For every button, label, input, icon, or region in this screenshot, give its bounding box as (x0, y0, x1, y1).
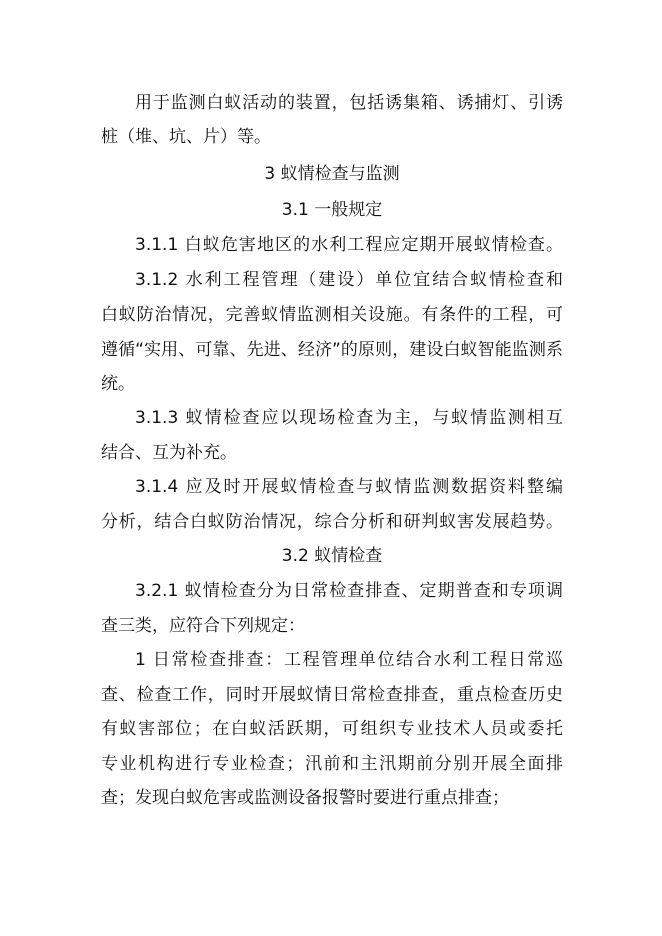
clause-3-2-1: 3.2.1 蚁情检查分为日常检查排查、定期普查和专项调 (135, 581, 563, 601)
paragraph-line: 查、检查工作，同时开展蚁情日常检查排查，重点检查历史 (101, 685, 563, 705)
paragraph-line: 桩（堆、坑、片）等。 (101, 127, 271, 147)
paragraph-line: 分析，结合白蚁防治情况，综合分析和研判蚁害发展趋势。 (101, 512, 563, 532)
subsection-heading: 3.1 一般规定 (281, 200, 383, 220)
paragraph-line: 专业机构进行专业检查；汛前和主汛期前分别开展全面排 (101, 754, 563, 774)
paragraph-line: 遵循“实用、可靠、先进、经济”的原则，建设白蚁智能监测系 (101, 340, 563, 360)
paragraph-line: 白蚁防治情况，完善蚁情监测相关设施。有条件的工程，可 (101, 305, 563, 325)
paragraph-line: 统。 (101, 374, 135, 394)
paragraph-line: 结合、互为补充。 (101, 443, 237, 463)
paragraph-line: 有蚁害部位；在白蚁活跃期，可组织专业技术人员或委托 (101, 719, 563, 739)
list-item-1: 1 日常检查排查：工程管理单位结合水利工程日常巡 (135, 650, 563, 670)
paragraph-line: 用于监测白蚁活动的装置，包括诱集箱、诱捕灯、引诱 (135, 93, 563, 113)
clause-3-1-3: 3.1.3 蚁情检查应以现场检查为主，与蚁情监测相互 (135, 408, 563, 428)
subsection-heading: 3.2 蚁情检查 (281, 546, 383, 566)
clause-3-1-2: 3.1.2 水利工程管理（建设）单位宜结合蚁情检查和 (135, 270, 563, 290)
paragraph-line: 查三类，应符合下列规定： (101, 616, 305, 636)
clause-3-1-1: 3.1.1 白蚁危害地区的水利工程应定期开展蚁情检查。 (135, 235, 563, 255)
section-heading: 3 蚁情检查与监测 (264, 164, 400, 184)
paragraph-line: 查；发现白蚁危害或监测设备报警时要进行重点排查； (101, 788, 509, 808)
clause-3-1-4: 3.1.4 应及时开展蚁情检查与蚁情监测数据资料整编 (135, 477, 563, 497)
